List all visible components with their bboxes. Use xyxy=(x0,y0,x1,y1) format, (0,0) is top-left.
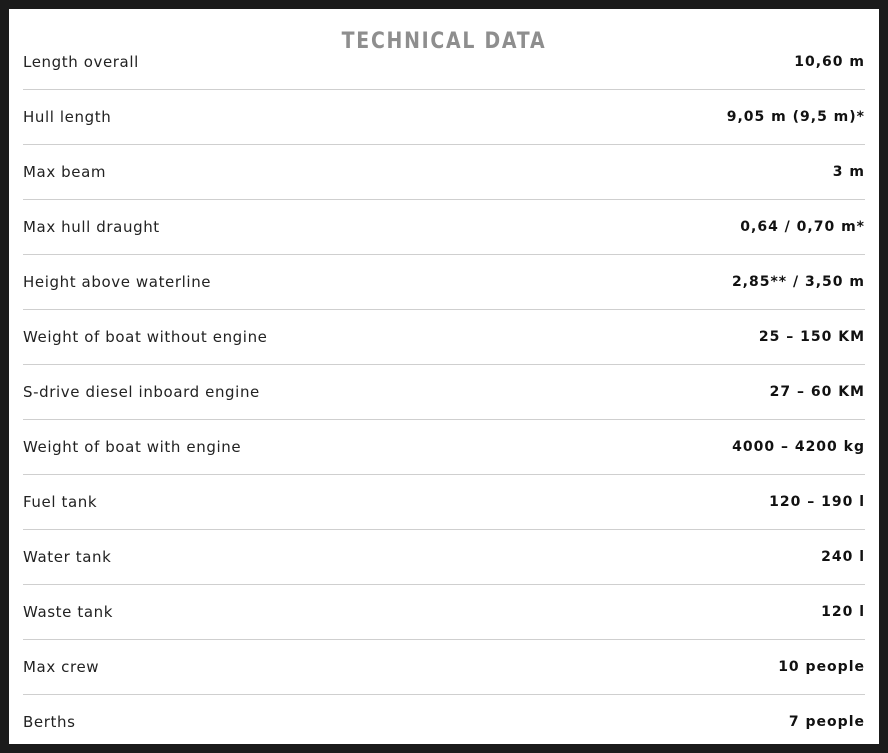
spec-row-water-tank xyxy=(23,530,865,585)
spec-value: 120 l xyxy=(821,604,865,620)
spec-table xyxy=(23,35,865,744)
spec-row-hull-length xyxy=(23,90,865,145)
spec-row-max-hull-draught xyxy=(23,200,865,255)
spec-value: 4000 – 4200 kg xyxy=(732,439,865,455)
spec-row-berths xyxy=(23,695,865,744)
spec-label: S-drive diesel inboard engine xyxy=(23,383,260,401)
spec-row-max-crew xyxy=(23,640,865,695)
spec-value: 25 – 150 KM xyxy=(758,329,865,345)
spec-label: Berths xyxy=(23,713,76,731)
section-title: TECHNICAL DATA xyxy=(341,29,547,54)
spec-label: Max beam xyxy=(23,163,107,181)
spec-label: Weight of boat without engine xyxy=(23,328,268,346)
spec-label: Height above waterline xyxy=(23,273,212,291)
spec-row-length-overall xyxy=(23,35,865,90)
spec-value: 120 – 190 l xyxy=(769,494,865,510)
spec-row-max-beam xyxy=(23,145,865,200)
spec-value: 10 people xyxy=(778,659,865,675)
spec-value: 0,64 / 0,70 m* xyxy=(740,219,865,235)
spec-label: Length overall xyxy=(23,53,139,71)
spec-label: Weight of boat with engine xyxy=(23,438,242,456)
spec-value: 10,60 m xyxy=(794,54,865,70)
spec-label: Water tank xyxy=(23,548,112,566)
spec-value: 7 people xyxy=(788,714,865,730)
spec-label: Hull length xyxy=(23,108,112,126)
spec-label: Waste tank xyxy=(23,603,114,621)
spec-value: 2,85** / 3,50 m xyxy=(731,274,865,290)
spec-row-fuel-tank xyxy=(23,475,865,530)
spec-value: 3 m xyxy=(832,164,865,180)
spec-row-height-above-waterline xyxy=(23,255,865,310)
spec-label: Fuel tank xyxy=(23,493,98,511)
spec-value: 9,05 m (9,5 m)* xyxy=(726,109,865,125)
spec-row-weight-without-engine xyxy=(23,310,865,365)
spec-label: Max hull draught xyxy=(23,218,160,236)
spec-row-weight-with-engine xyxy=(23,420,865,475)
spec-label: Max crew xyxy=(23,658,100,676)
spec-value: 240 l xyxy=(821,549,865,565)
spec-row-s-drive-engine xyxy=(23,365,865,420)
spec-value: 27 – 60 KM xyxy=(769,384,865,400)
spec-row-waste-tank xyxy=(23,585,865,640)
technical-data-panel xyxy=(9,9,879,744)
